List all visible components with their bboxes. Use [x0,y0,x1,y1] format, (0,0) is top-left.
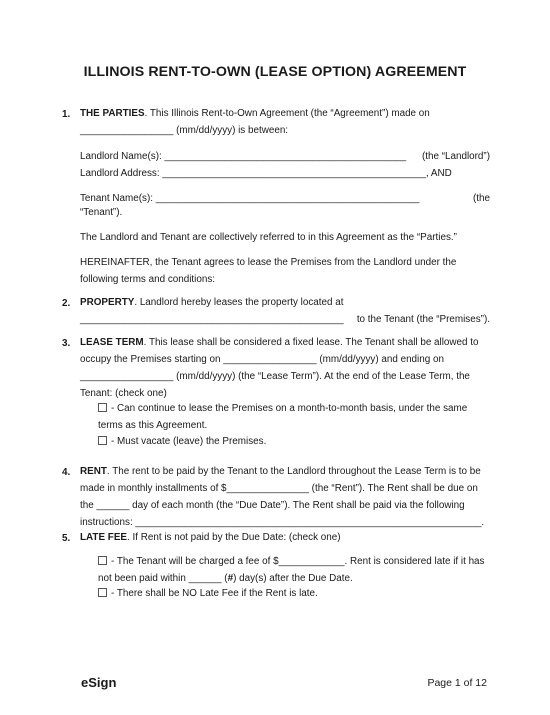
section-1-line-2: _________________ (mm/dd/yyyy) is between: [80,125,289,136]
section-4-line-2: made in monthly installments of $_______________ (the “Rent”). The Rent shall be due on [80,483,478,494]
property-address-field[interactable]: ________________________________________________ [80,314,344,325]
lease-option-vacate [98,433,492,450]
page-title: ILLINOIS RENT-TO-OWN (LEASE OPTION) AGREEMENT [83,64,467,80]
section-4-rent [80,463,490,531]
section-3-line-3: _________________ (mm/dd/yyyy) (the “Lease Term”). At the end of the Lease Term, the [80,371,470,382]
collective-statement: The Landlord and Tenant are collectively referred to in this Agreement as the “Parties.” [80,232,457,243]
section-4-line-3: the ______ day of each month (the “Due Date”). The Rent shall be paid via the following [80,500,465,511]
hereinafter-line-2: following terms and conditions: [80,274,216,285]
section-5-number: 5. [62,533,71,544]
late-fee-days-symbol: # [227,573,234,584]
section-3-line-2: occupy the Premises starting on _________________ (mm/dd/yyyy) and ending on [80,354,444,365]
section-1-line-1: . This Illinois Rent-to-Own Agreement (the “Agreement”) made on [144,108,430,119]
page-number: Page 1 of 12 [427,677,487,689]
section-3-line-1: . This lease shall be considered a fixed lease. The Tenant shall be allowed to [143,337,479,348]
section-2-number: 2. [62,298,71,309]
section-4-heading: RENT [80,466,107,477]
late-fee-charged-line-1: - The Tenant will be charged a fee of $____________. Rent is considered late if it has [111,556,485,567]
option-month-to-month-line-2: terms as this Agreement. [98,420,208,431]
tenant-name-suffix: (the [472,193,490,204]
landlord-name-suffix: (the “Landlord”) [421,151,490,162]
section-3-heading: LEASE TERM [80,337,144,348]
no-late-fee-label: - There shall be NO Late Fee if the Rent is late. [111,588,318,599]
section-5-heading: LATE FEE [80,532,127,543]
landlord-address-field[interactable]: Landlord Address: ________________________________________________, AND [80,168,452,179]
late-fee-option-charged [98,553,492,587]
section-4-number: 4. [62,467,71,478]
section-1-number: 1. [62,109,71,120]
lease-option-month-to-month [98,400,492,434]
checkbox-no-late-fee[interactable] [98,588,107,597]
hereinafter-line-1: HEREINAFTER, the Tenant agrees to lease the Premises from the Landlord under the [80,257,457,268]
section-4-line-1: . The rent to be paid by the Tenant to the Landlord throughout the Lease Term is to be [106,466,481,477]
late-fee-charged-line-2a: not been paid within ______ ( [98,573,228,584]
checkbox-vacate[interactable] [98,436,107,445]
esign-logo: eSign [81,675,117,690]
section-3-line-4: Tenant: (check one) [80,388,167,399]
section-5-late-fee [80,529,490,546]
section-2-line-1: . Landlord hereby leases the property located at [134,297,344,308]
section-4-line-4: instructions: _______________________________________________________________. [80,517,485,528]
section-2-heading: PROPERTY [80,297,135,308]
section-3-lease-term [80,334,490,402]
checkbox-late-fee-charged[interactable] [98,556,107,565]
checkbox-month-to-month[interactable] [98,403,107,412]
late-fee-charged-line-2c: ) day(s) after the Due Date. [233,573,353,584]
section-2-line-2-suffix: to the Tenant (the “Premises”). [356,314,490,325]
section-3-number: 3. [62,338,71,349]
option-month-to-month-line-1: - Can continue to lease the Premises on a month-to-month basis, under the same [111,403,468,414]
section-1-heading: THE PARTIES [80,108,145,119]
section-2-property [80,294,490,328]
hereinafter-paragraph [80,254,490,288]
section-5-line-1: . If Rent is not paid by the Due Date: (check one) [127,532,341,543]
section-1-parties [80,105,490,139]
landlord-name-field[interactable]: Landlord Name(s): ____________________________________________ [80,151,407,162]
tenant-name-field[interactable]: Tenant Name(s): ________________________________________________ [80,193,420,204]
option-vacate-label: - Must vacate (leave) the Premises. [111,436,267,447]
late-fee-option-none [98,585,492,602]
tenant-name-line-2: “Tenant”). [80,207,123,218]
landlord-name-row [80,148,490,165]
